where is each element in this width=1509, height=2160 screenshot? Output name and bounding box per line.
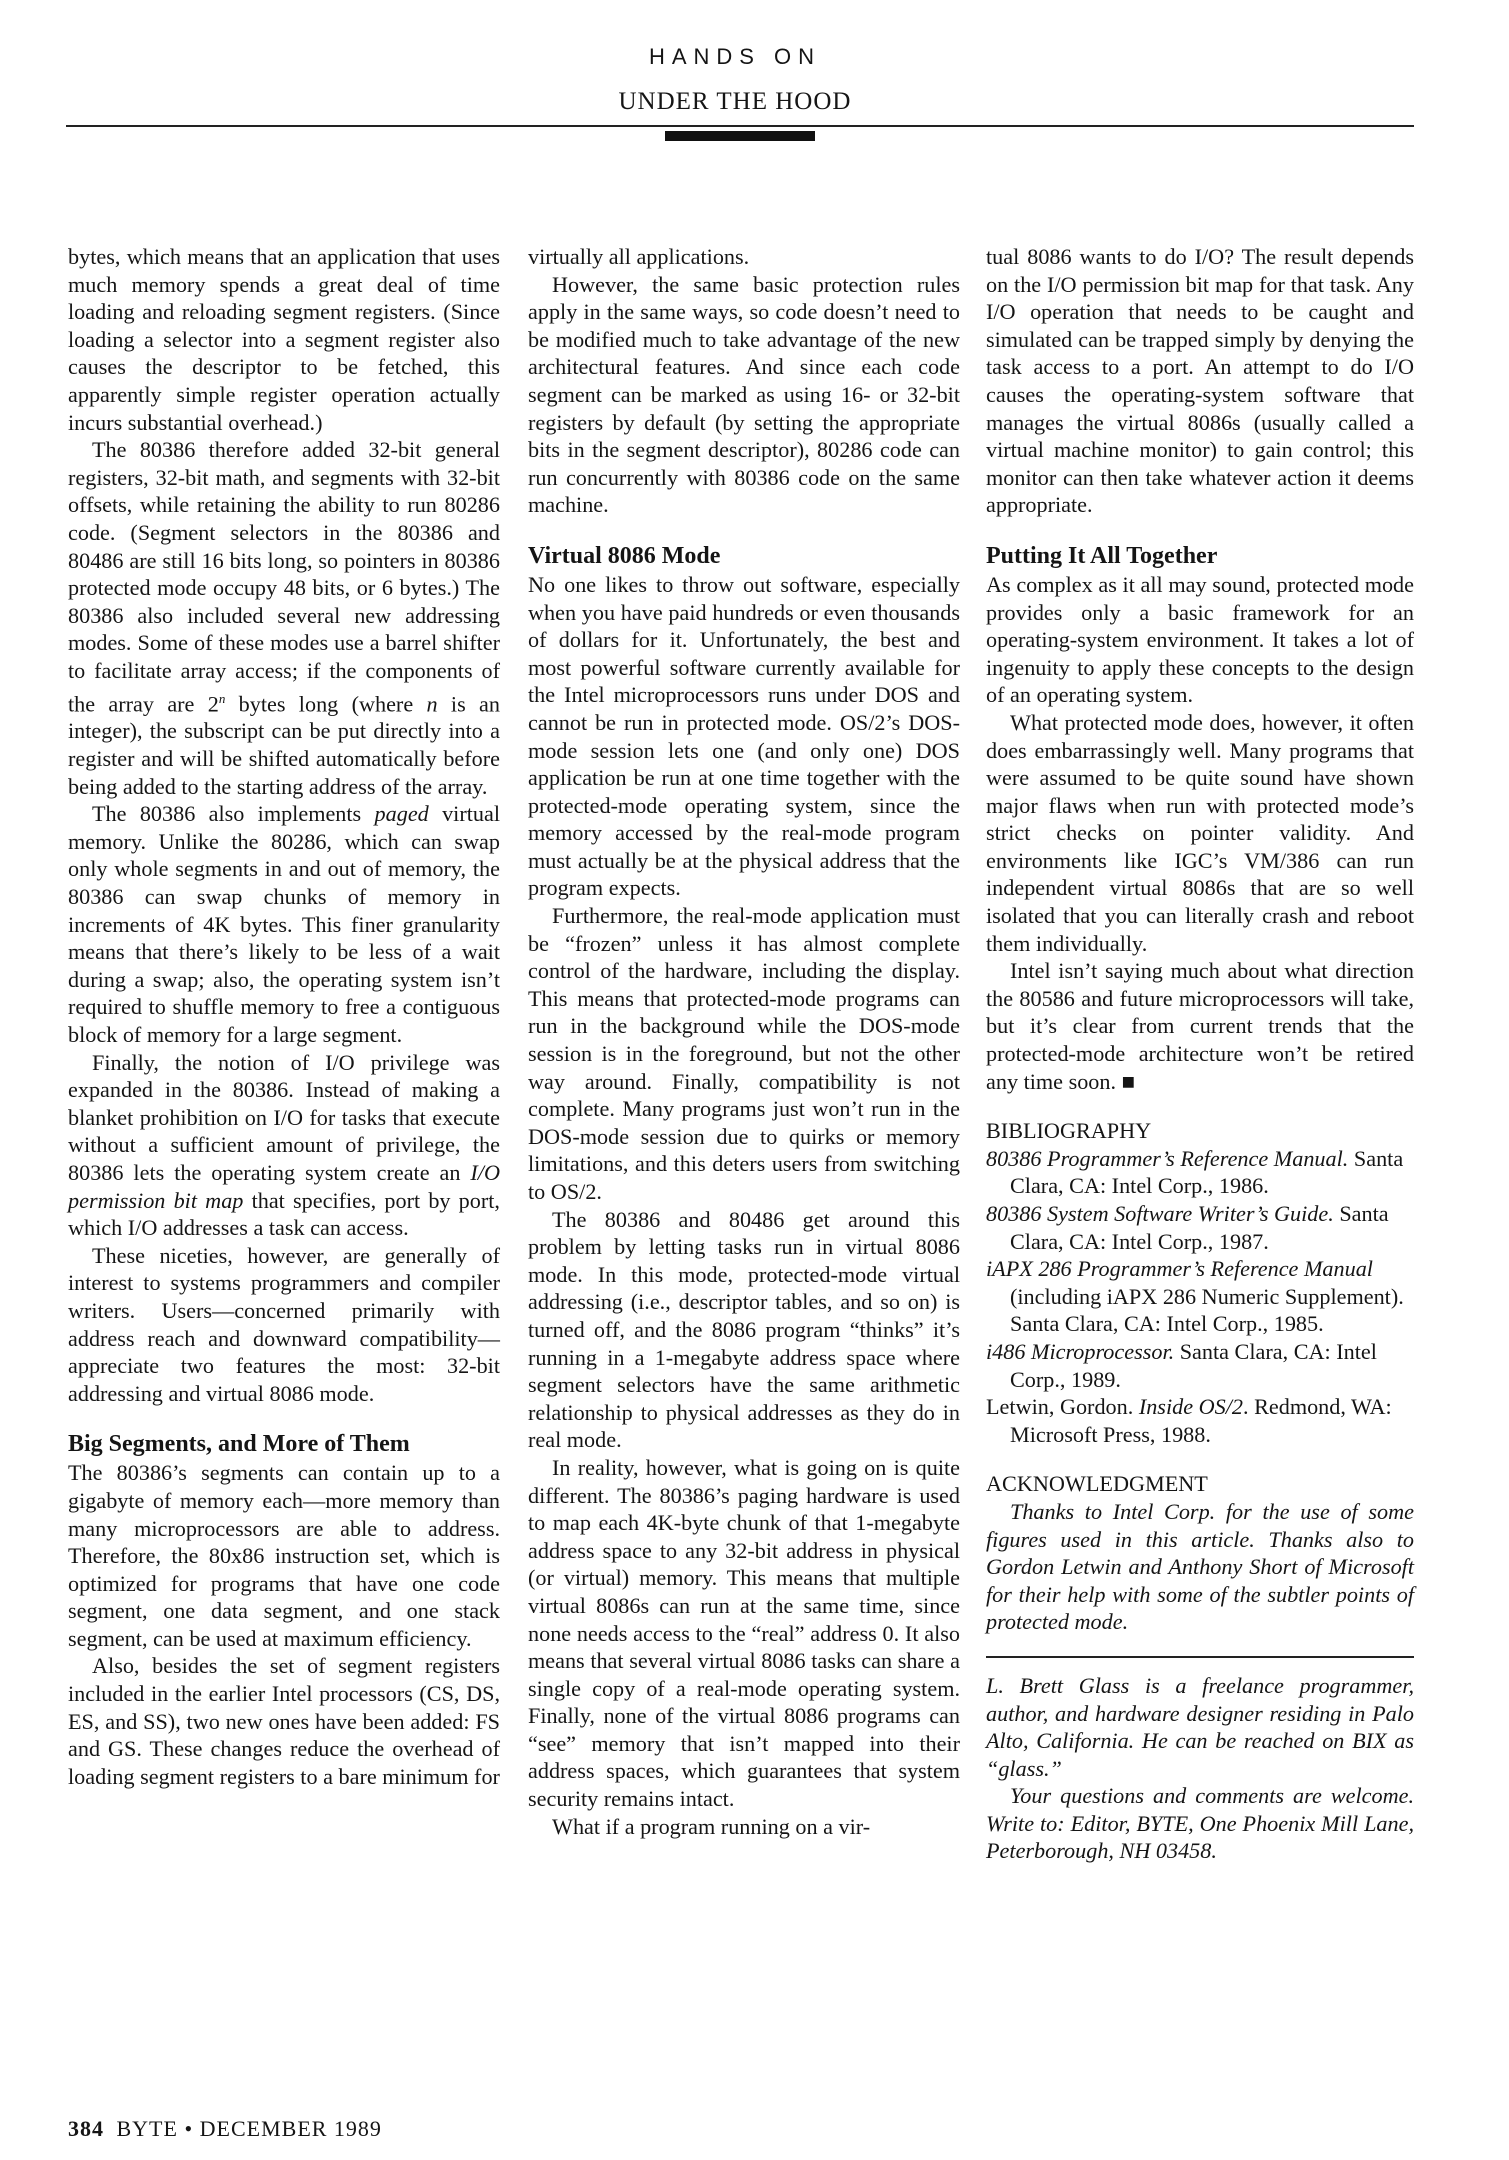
paragraph: However, the same basic protection rules apply in the same ways, so code doesn’t need to be modified much to take advantage of the new architectural features. And since each code segment can be marked as using 16- or 32-bit registers by default (by setting the appropriate bits in the segment descriptor), 80286 code can run concurrently with 80386 code on the same machine.: [528, 271, 960, 518]
subheading: Virtual 8086 Mode: [528, 542, 721, 569]
paragraph: virtually all applications.: [528, 244, 750, 269]
section-title: UNDER THE HOOD: [618, 88, 852, 115]
paragraph: In reality, however, what is going on is quite different. The 80386’s paging hardware is used to map each 4K-byte chunk of that 1-megabyte address space to any 32-bit address in physical (or virtual) memory. This means that multiple virtual 8086s can run at the same time, since none needs access to the “real” address 0. It also means that several virtual 8086 tasks can share a single copy of a real-mode operating system. Finally, none of the virtual 8086 programs can “see” memory that isn’t mapped into their address spaces, which guarantees that system security remains intact.: [528, 1454, 960, 1812]
subheading: Big Segments, and More of Them: [68, 1431, 410, 1458]
folio-text: BYTE • DECEMBER 1989: [116, 2116, 382, 2141]
subheading: Putting It All Together: [986, 542, 1218, 569]
bibliography-entry: 80386 Programmer’s Reference Manual. Santa Clara, CA: Intel Corp., 1986.: [986, 1145, 1404, 1199]
column-1: [68, 243, 500, 1790]
paragraph: The 80386 and 80486 get around this problem by letting tasks run in virtual 8086 mode. In this mode, protected-mode virtual addressing (i.e., descriptor tables, and so on) is turned off, and the 8086 program “thinks” it’s running in a 1-megabyte address space where segment selectors have the same arithmetic relationship to physical addresses as they do in real mode.: [528, 1206, 960, 1453]
contact-text: Your questions and comments are welcome. Write to: Editor, BYTE, One Phoenix Mill Lane, Peterborough, NH 03458.: [986, 1783, 1414, 1864]
paragraph: What if a program running on a vir-: [552, 1813, 871, 1839]
paragraph: bytes, which means that an application that uses much memory spends a great deal of time loading and reloading segment registers. (Since loading a selector into a segment register also causes the descriptor to be fetched, this apparently simple register operation actually incurs substantial overhead.): [68, 244, 500, 435]
paragraph: No one likes to throw out software, especially when you have paid hundreds or even thousands of dollars for it. Unfortunately, the best and most powerful software currently available for the Intel microprocessors runs under DOS and cannot be run in protected mode. OS/2’s DOS-mode session lets one (and only one) DOS application be run at one time together with the protected-mode operating system, since the memory accessed by the real-mode program must actually be at the physical address that the program expects.: [528, 571, 960, 901]
column-3: [986, 243, 1414, 1865]
paragraph: What protected mode does, however, it often does embarrassingly well. Many programs that were assumed to be quite sound have shown major flaws when run with protected mode’s strict checks on pointer validity. And environments like IGC’s VM/386 can run independent virtual 8086s that are so well isolated that you can literally crash and reboot them individually.: [986, 709, 1414, 956]
page-footer: [68, 2116, 382, 2142]
acknowledgment-label: ACKNOWLEDGMENT: [986, 1471, 1208, 1497]
acknowledgment-text: Thanks to Intel Corp. for the use of some figures used in this article. Thanks also to Gordon Letwin and Anthony Short of Microsoft for their help with some of the subtler points of protected mode.: [986, 1498, 1414, 1635]
bibliography-entry: iAPX 286 Programmer’s Reference Manual (including iAPX 286 Numeric Supplement). Santa Clara, CA: Intel Corp., 1985.: [986, 1256, 1404, 1337]
paragraph: Finally, the notion of I/O privilege was expanded in the 80386. Instead of making a blanket prohibition on I/O for tasks that execute without a sufficient amount of privilege, the 80386 lets the operating system create an I/O permission bit map that specifies, port by port, which I/O addresses a task can access.: [68, 1049, 500, 1241]
column-2: [528, 243, 960, 1840]
paragraph: As complex as it all may sound, protected mode provides only a basic framework for an operating-system environment. It takes a lot of ingenuity to apply these concepts to the design of an operating system.: [986, 571, 1414, 708]
bibliography-entry: 80386 System Software Writer’s Guide. Santa Clara, CA: Intel Corp., 1987.: [986, 1201, 1389, 1254]
header-rule: [66, 125, 1414, 127]
bibliography-label: BIBLIOGRAPHY: [986, 1118, 1152, 1144]
department-kicker: HANDS ON: [648, 44, 822, 69]
page-number: 384: [68, 2116, 104, 2141]
paragraph: Also, besides the set of segment registers included in the earlier Intel processors (CS, DS, ES, and SS), two new ones have been added: FS and GS. These changes reduce the overhead of loading segment registers to a bare minimum for: [68, 1653, 500, 1789]
paragraph: The 80386’s segments can contain up to a gigabyte of memory each—more memory than many microprocessors are able to address. Therefore, the 80x86 instruction set, which is optimized for programs that have one code segment, one data segment, and one stack segment, can be used at maximum efficiency.: [68, 1460, 500, 1651]
author-bio: [986, 1672, 1414, 1865]
header-tab-bar: [665, 131, 815, 141]
paragraph: These niceties, however, are generally of interest to systems programmers and compiler writers. Users—concerned primarily with address reach and downward compatibility—appreciate two features the most: 32-bit addressing and virtual 8086 mode.: [68, 1242, 500, 1406]
bibliography: [986, 1145, 1414, 1449]
paragraph: Furthermore, the real-mode application must be “frozen” unless it has almost complete control of the hardware, including the display. This means that protected-mode programs can run in the background while the DOS-mode session is in the foreground, but not the other way around. Finally, compatibility is not complete. Many programs just won’t run in the DOS-mode session due to quirks or memory limitations, and this deters users from switching to OS/2.: [528, 903, 960, 1204]
bibliography-entry: i486 Microprocessor. Santa Clara, CA: Intel Corp., 1989.: [986, 1338, 1377, 1392]
paragraph: The 80386 also implements paged virtual memory. Unlike the 80286, which can swap only whole segments in and out of memory, the 80386 can swap chunks of memory in increments of 4K bytes. This finer granularity means that there’s likely to be less of a wait during a swap; also, the operating system isn’t required to shuffle memory to free a contiguous block of memory for a large segment.: [68, 801, 501, 1048]
paragraph: The 80386 therefore added 32-bit general registers, 32-bit math, and segments with 32-bit offsets, while retaining the ability to run 80286 code. (Segment selectors in the 80386 and 80486 are still 16 bits long, so pointers in 80386 protected mode occupy 48 bits, or 6 bytes.) The 80386 also included several new addressing modes. Some of these modes use a barrel shifter to facilitate array access; if the components of the array are 2$^n$ bytes long (where n is an integer), the subscript can be put directly into a register and will be shifted automatically before being added to the starting address of the array.: [68, 437, 500, 799]
bio-divider: [986, 1656, 1414, 1658]
bibliography-entry: Letwin, Gordon. Inside OS/2. Redmond, WA: Microsoft Press, 1988.: [986, 1394, 1392, 1447]
paragraph: Intel isn’t saying much about what direction the 80586 and future microprocessors will take, but it’s clear from current trends that the protected-mode architecture won’t be retired any time soon. ■: [986, 958, 1414, 1094]
paragraph: tual 8086 wants to do I/O? The result depends on the I/O permission bit map for that task. Any I/O operation that needs to be caught and simulated can be trapped simply by denying the task access to a port. An attempt to do I/O causes the operating-system software that manages the virtual 8086s (usually called a virtual machine monitor) to gain control; this monitor can then take whatever action it deems appropriate.: [986, 244, 1414, 518]
bio-text: L. Brett Glass is a freelance programmer, author, and hardware designer residing in Palo Alto, California. He can be reached on BIX as “glass.”: [986, 1672, 1414, 1781]
